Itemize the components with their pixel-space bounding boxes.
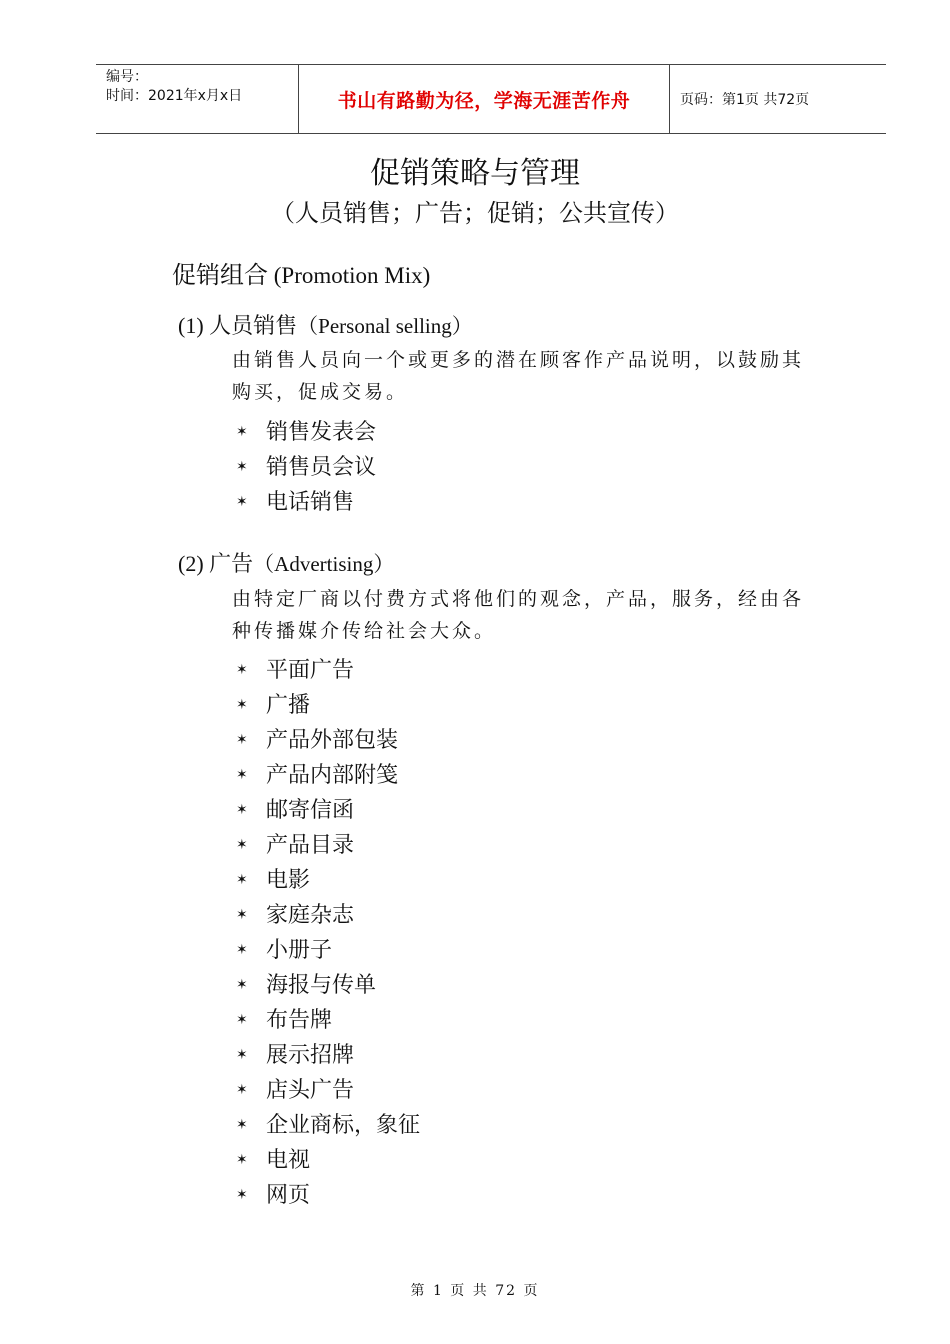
star-bullet-icon: ✶ xyxy=(236,907,248,923)
header-page-cell xyxy=(670,65,886,133)
list-item: ✶ 布告牌 xyxy=(236,1003,420,1038)
section-description: 由特定厂商以付费方式将他们的观念，产品，服务，经由各种传播媒介传给社会大众。 xyxy=(232,588,805,642)
star-bullet-icon: ✶ xyxy=(236,494,248,510)
list-item: ✶ 企业商标，象征 xyxy=(236,1108,420,1143)
serial-label: 编号： xyxy=(106,69,148,85)
list-item: ✶ 平面广告 xyxy=(236,653,420,688)
list-item: ✶ 产品目录 xyxy=(236,828,420,863)
promotion-mix-en: (Promotion Mix) xyxy=(268,263,431,288)
list-item: ✶ 家庭杂志 xyxy=(236,898,420,933)
time-label: 时间：2021年x月x日 xyxy=(106,88,243,104)
star-bullet-icon: ✶ xyxy=(236,942,248,958)
list-item: ✶ 邮寄信函 xyxy=(236,793,420,828)
section-heading-advertising xyxy=(178,550,394,579)
section-description: 由销售人员向一个或更多的潜在顾客作产品说明，以鼓励其购买，促成交易。 xyxy=(232,349,805,403)
document-header xyxy=(96,64,886,134)
section-en: （Personal selling） xyxy=(297,314,473,338)
list-item: ✶ 电影 xyxy=(236,863,420,898)
star-bullet-icon: ✶ xyxy=(236,1047,248,1063)
star-bullet-icon: ✶ xyxy=(236,424,248,440)
section-heading-personal-selling xyxy=(178,312,473,341)
star-bullet-icon: ✶ xyxy=(236,1012,248,1028)
page-title: 促销策略与管理 xyxy=(370,156,580,191)
star-bullet-icon: ✶ xyxy=(236,837,248,853)
list-item: ✶ 展示招牌 xyxy=(236,1038,420,1073)
section-number: (1) xyxy=(178,313,210,338)
list-item: ✶ 电视 xyxy=(236,1143,420,1178)
star-bullet-icon: ✶ xyxy=(236,802,248,818)
motto: 书山有路勤为径，学海无涯苦作舟 xyxy=(337,89,631,112)
personal-selling-list xyxy=(236,415,376,520)
header-meta xyxy=(96,65,298,133)
advertising-list xyxy=(236,653,420,1213)
star-bullet-icon: ✶ xyxy=(236,767,248,783)
list-item: ✶ 海报与传单 xyxy=(236,968,420,1003)
list-item: ✶ 网页 xyxy=(236,1178,420,1213)
star-bullet-icon: ✶ xyxy=(236,732,248,748)
list-item: ✶ 产品外部包装 xyxy=(236,723,420,758)
list-item: ✶ 销售发表会 xyxy=(236,415,376,450)
list-item: ✶ 电话销售 xyxy=(236,485,376,520)
star-bullet-icon: ✶ xyxy=(236,1117,248,1133)
star-bullet-icon: ✶ xyxy=(236,662,248,678)
page-info: 页码：第1页 共72页 xyxy=(680,92,810,108)
section-label: 人员销售 xyxy=(209,314,298,339)
section-en: （Advertising） xyxy=(253,552,395,576)
promotion-mix-heading xyxy=(172,260,430,291)
page-footer: 第 1 页 共 72 页 xyxy=(410,1283,540,1299)
star-bullet-icon: ✶ xyxy=(236,1187,248,1203)
section-number: (2) xyxy=(178,551,210,576)
list-item: ✶ 店头广告 xyxy=(236,1073,420,1108)
star-bullet-icon: ✶ xyxy=(236,977,248,993)
star-bullet-icon: ✶ xyxy=(236,697,248,713)
list-item: ✶ 小册子 xyxy=(236,933,420,968)
star-bullet-icon: ✶ xyxy=(236,1152,248,1168)
section-label: 广告 xyxy=(209,552,254,577)
star-bullet-icon: ✶ xyxy=(236,1082,248,1098)
header-motto-cell xyxy=(298,65,670,133)
list-item: ✶ 销售员会议 xyxy=(236,450,376,485)
page-subtitle: （人员销售；广告；促销；公共宣传） xyxy=(271,199,679,227)
promotion-mix-label: 促销组合 xyxy=(172,261,268,289)
star-bullet-icon: ✶ xyxy=(236,872,248,888)
list-item: ✶ 广播 xyxy=(236,688,420,723)
star-bullet-icon: ✶ xyxy=(236,459,248,475)
list-item: ✶ 产品内部附笺 xyxy=(236,758,420,793)
